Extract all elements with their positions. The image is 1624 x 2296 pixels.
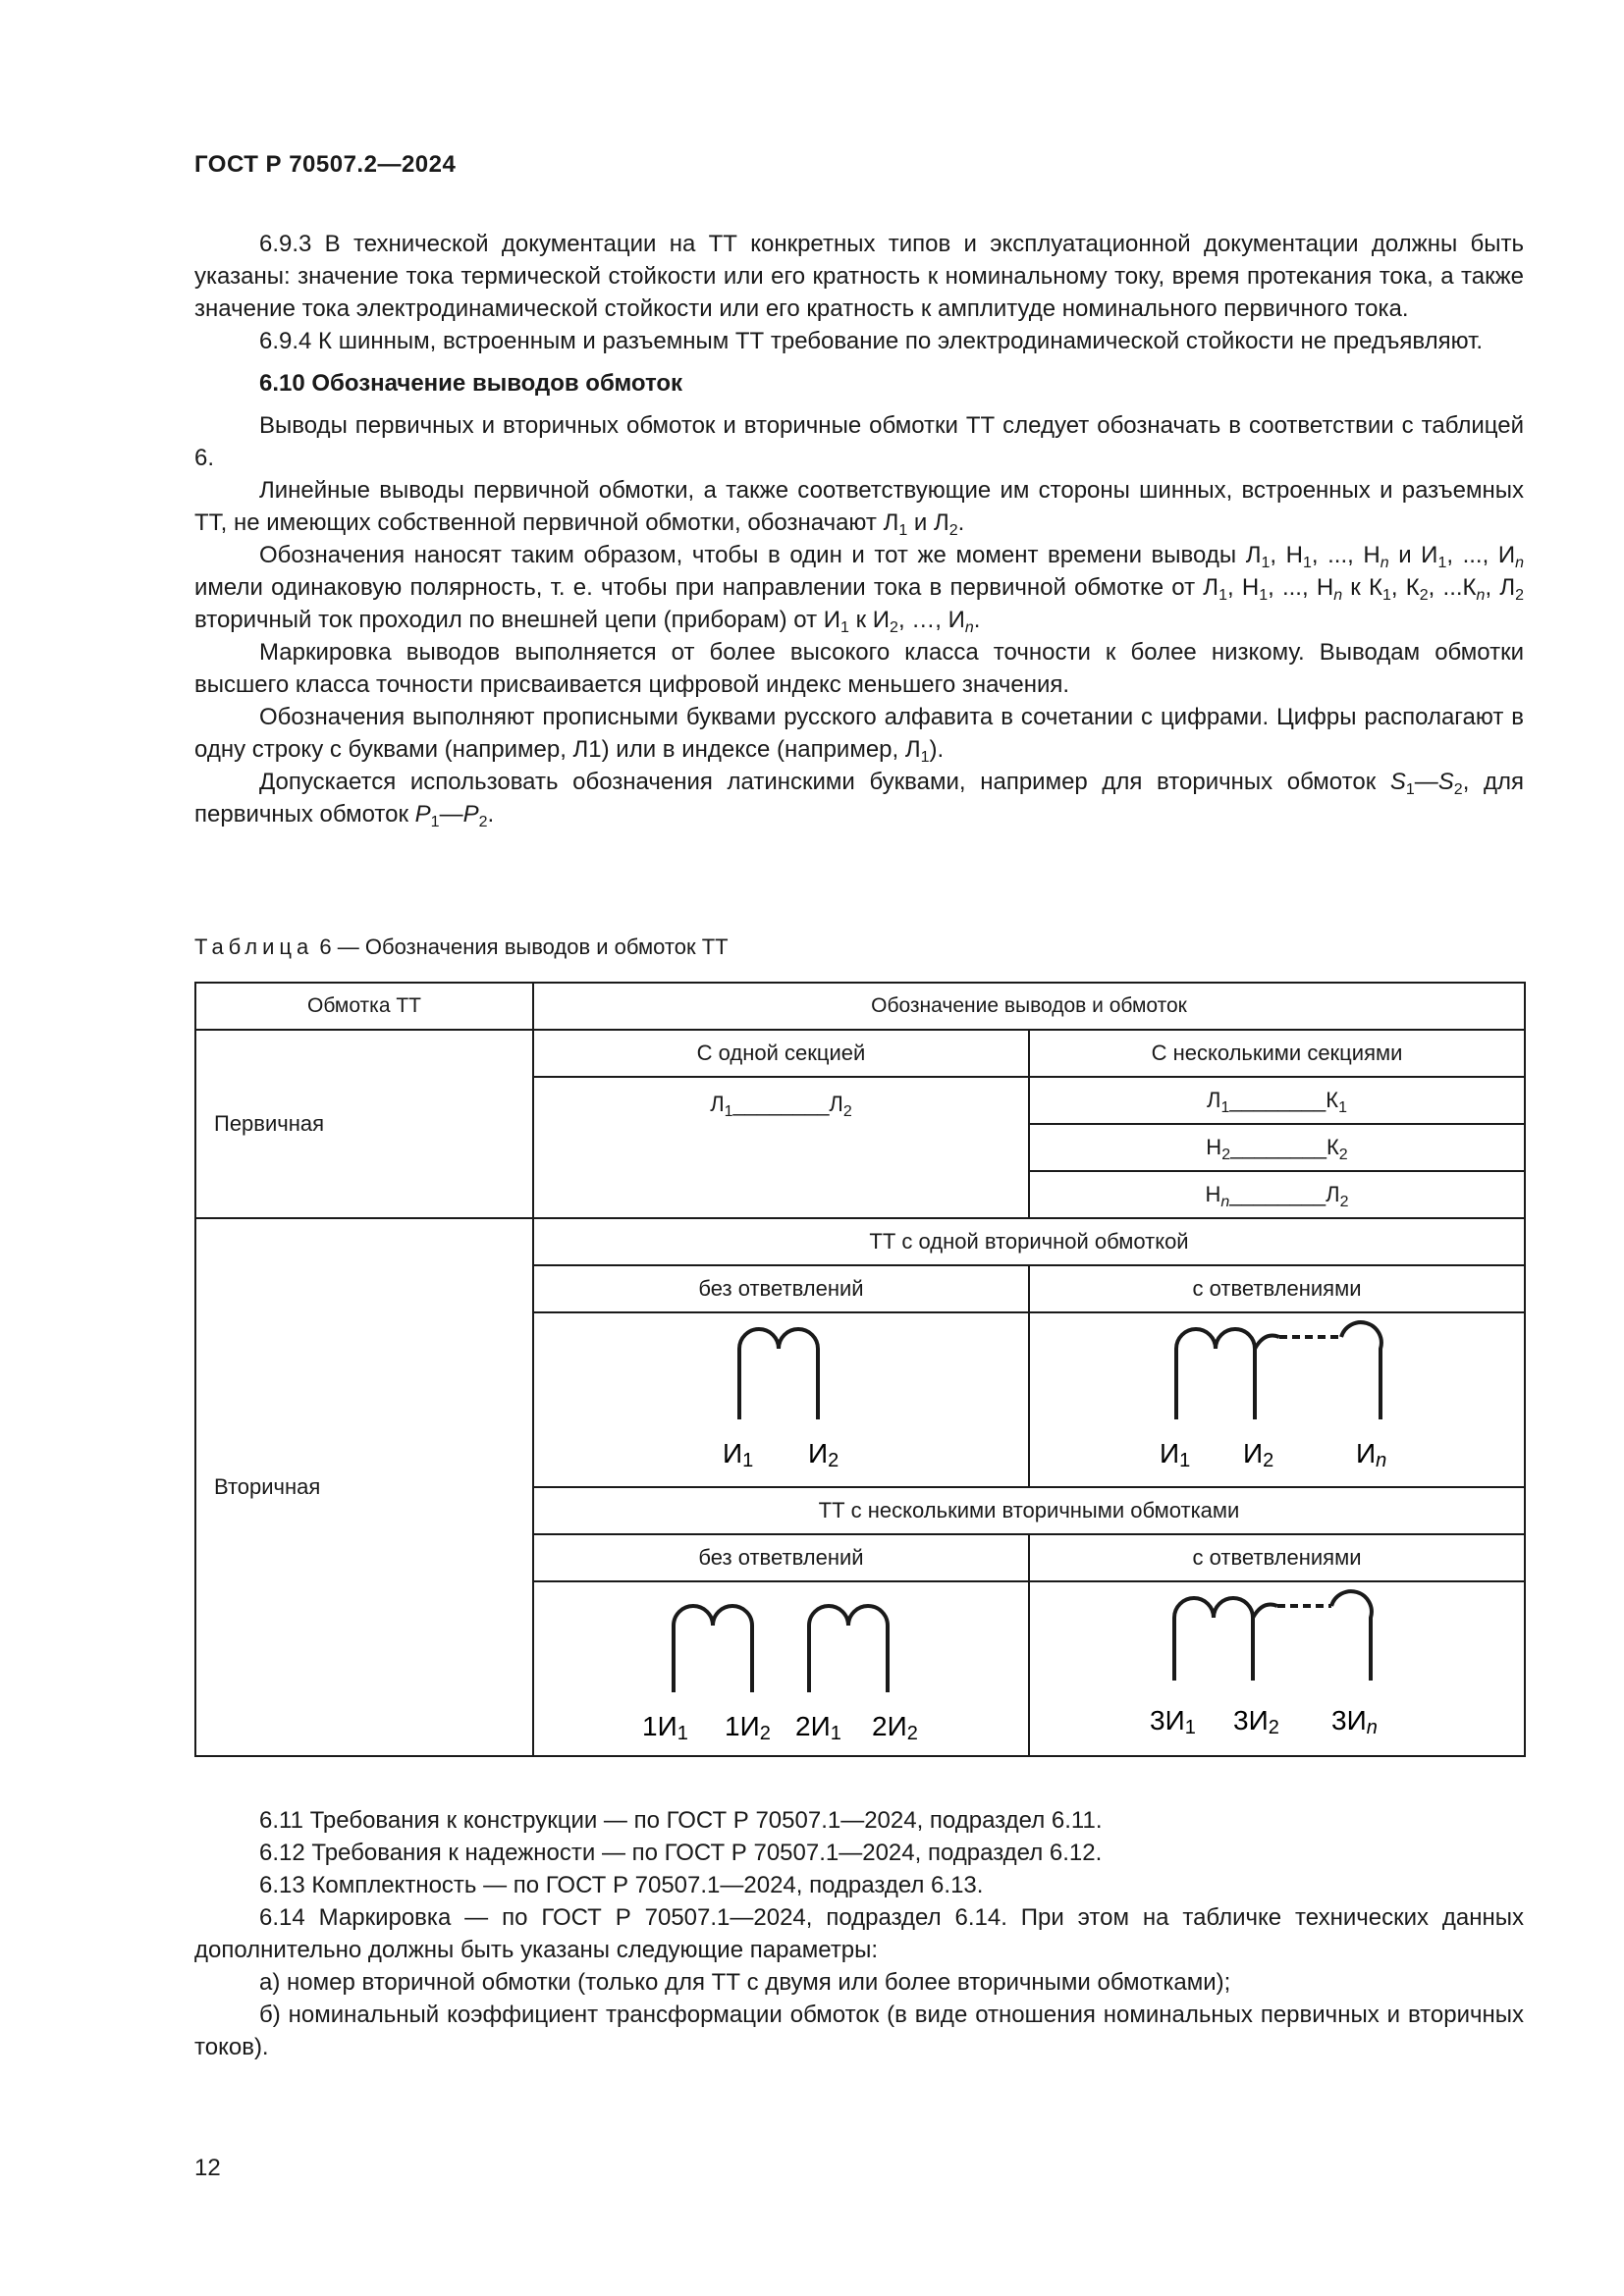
col-header-designation: Обозначение выводов и обмоток: [533, 983, 1525, 1030]
row-label-primary: Первичная: [195, 1030, 533, 1218]
terminal-label: Иn: [1355, 1438, 1386, 1471]
subheader-multi-section: С несколькими секциями: [1029, 1030, 1525, 1077]
document-header: ГОСТ Р 70507.2—2024: [194, 151, 457, 178]
paragraph-6-11: 6.11 Требования к конструкции — по ГОСТ Р 70507.1—2024, подраздел 6.11.: [259, 1807, 1103, 1834]
paragraph-6-14-b: б) номинальный коэффициент трансформации обмоток (в виде отношения номинальных первичных и вторичных токов).: [194, 2002, 1524, 2060]
terminal-label: И2: [807, 1438, 839, 1471]
subheader-one-secondary: ТТ с одной вторичной обмоткой: [533, 1218, 1525, 1265]
subheader-with-taps-1: с ответвлениями: [1029, 1265, 1525, 1312]
coil-single-with-taps: [1032, 1313, 1523, 1480]
paragraph-6-10-6: Допускается использовать обозначения латинскими буквами, например для вторичных обмоток $S_1—S_2$, для первичных обмоток $P_1—P_2$.: [194, 769, 1524, 830]
terminal-label: 3И1: [1149, 1705, 1196, 1738]
table-caption-text: 6 — Обозначения выводов и обмоток ТТ: [319, 934, 729, 959]
sections-6-11-to-6-14: [194, 1804, 1524, 2063]
table-caption: [194, 934, 729, 960]
subheader-no-taps-1: без ответвлений: [533, 1265, 1029, 1312]
section-6-9-continued: [194, 228, 1524, 830]
terminal-label: И1: [722, 1438, 753, 1471]
coil-shape: [739, 1329, 818, 1419]
terminal-label: 1И2: [724, 1711, 771, 1744]
diagram-single-with-taps: [1029, 1312, 1525, 1487]
paragraph-6-10-3: Обозначения наносят таким образом, чтобы в один и тот же момент времени выводы $Л_1$, $Н_1$, ..., $Н_n$ и $И_1$, ..., $И_n$ имели одинаковую полярность, т. е. чтобы при направлении тока в первичной обмотке от $Л_1$, $Н_1$, ..., $Н_n$ к $К_1$, $К_2$, $...К_n$, $Л_2$ вторичный ток проходил по внешней цепи (приборам) от $И_1$ к $И_2$, …, $И_n$.: [194, 542, 1525, 636]
coil-shape: [674, 1606, 752, 1692]
subheader-several-secondary: ТТ с несколькими вторичными обмотками: [533, 1487, 1525, 1534]
paragraph-6-12: 6.12 Требования к надежности — по ГОСТ Р 70507.1—2024, подраздел 6.12.: [259, 1840, 1103, 1866]
terminal-label: И2: [1242, 1438, 1273, 1471]
section-6-10-title: 6.10 Обозначение выводов обмоток: [259, 370, 683, 397]
diagram-single-no-taps: [533, 1312, 1029, 1487]
coil-shape: [1174, 1598, 1253, 1681]
paragraph-6-13: 6.13 Комплектность — по ГОСТ Р 70507.1—2024, подраздел 6.13.: [259, 1872, 984, 1898]
diagram-several-no-taps: [533, 1581, 1029, 1756]
formula-multi-2: $Н_2\_\_\_\_\_\_\_\_К_2$: [1029, 1124, 1525, 1171]
subheader-with-taps-2: с ответвлениями: [1029, 1534, 1525, 1581]
paragraph-6-10-1: Выводы первичных и вторичных обмоток и вторичные обмотки ТТ следует обозначать в соответствии с таблицей 6.: [194, 412, 1524, 471]
table-6: [194, 982, 1526, 1757]
subheader-single-section: С одной секцией: [533, 1030, 1029, 1077]
paragraph-6-10-4: Маркировка выводов выполняется от более высокого класса точности к более низкому. Выводам обмотки высшего класса точности присваивается цифровой индекс меньшего значения.: [194, 639, 1524, 698]
col-header-winding: Обмотка ТТ: [195, 983, 533, 1030]
formula-multi-n: $Н_n\_\_\_\_\_\_\_\_Л_2$: [1029, 1171, 1525, 1218]
coil-single-no-taps: [536, 1313, 1027, 1480]
paragraph-6-14-a: а) номер вторичной обмотки (только для ТТ с двумя или более вторичными обмотками);: [259, 1969, 1231, 1996]
paragraph-6-9-3: 6.9.3 В технической документации на ТТ конкретных типов и эксплуатационной документации должны быть указаны: значение тока термической стойкости или его кратность к номинальному току, время протекания тока, а также значение тока электродинамической стойкости или его кратность к амплитуде номинального первичного тока.: [194, 231, 1524, 322]
paragraph-6-10-2: Линейные выводы первичной обмотки, а также соответствующие им стороны шинных, встроенных и разъемных ТТ, не имеющих собственной первичной обмотки, обозначают $Л_1$ и $Л_2$.: [194, 477, 1524, 539]
coils-several-no-taps: [536, 1582, 1027, 1749]
terminal-label: И1: [1159, 1438, 1190, 1471]
terminal-label: 3И2: [1232, 1705, 1279, 1738]
paragraph-6-9-4: 6.9.4 К шинным, встроенным и разъемным ТТ требование по электродинамической стойкости не предъявляют.: [259, 328, 1484, 354]
coil-several-with-taps: [1032, 1582, 1523, 1749]
coil-shape: [1176, 1329, 1255, 1419]
row-label-secondary: Вторичная: [195, 1218, 533, 1756]
formula-single-section: $Л_1\_\_\_\_\_\_\_\_Л_2$: [533, 1077, 1029, 1218]
terminal-label: 3Иn: [1330, 1705, 1378, 1738]
terminal-label: 1И1: [641, 1711, 688, 1744]
table-caption-word: Таблица: [194, 934, 314, 959]
terminal-label: 2И2: [871, 1711, 918, 1744]
subheader-no-taps-2: без ответвлений: [533, 1534, 1029, 1581]
page-number: 12: [194, 2155, 221, 2181]
formula-multi-1: $Л_1\_\_\_\_\_\_\_\_К_1$: [1029, 1077, 1525, 1124]
paragraph-6-10-5: Обозначения выполняют прописными буквами русского алфавита в сочетании с цифрами. Цифры располагают в одну строку с буквами (например, Л1) или в индексе (например, $Л_1$).: [194, 704, 1524, 766]
terminal-label: 2И1: [794, 1711, 841, 1744]
diagram-several-with-taps: [1029, 1581, 1525, 1756]
coil-shape: [809, 1606, 888, 1692]
paragraph-6-14: 6.14 Маркировка — по ГОСТ Р 70507.1—2024, подраздел 6.14. При этом на табличке технических данных дополнительно должны быть указаны следующие параметры:: [194, 1904, 1524, 1963]
